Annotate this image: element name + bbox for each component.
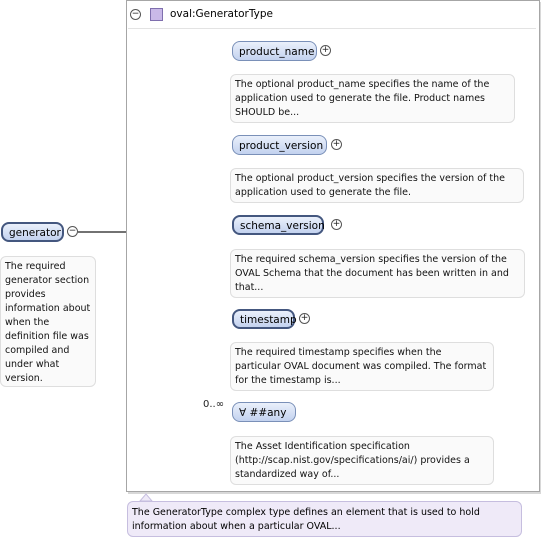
element-label: schema_version: [240, 220, 325, 232]
minus-circle-icon[interactable]: −: [131, 9, 140, 19]
element-note: The required timestamp specifies when the particular OVAL document was compiled. The format for the timestamp is...: [230, 342, 494, 391]
plus-circle-icon[interactable]: +: [332, 219, 341, 229]
element-label: product_version: [239, 140, 324, 152]
element-note: The Asset Identification specification (http://scap.nist.gov/specifications/ai/) provides a standardized way of...: [230, 436, 494, 485]
plus-circle-icon[interactable]: +: [321, 45, 330, 55]
plus-circle-icon[interactable]: +: [332, 139, 341, 149]
element-label: timestamp: [240, 314, 297, 326]
minus-circle-icon[interactable]: −: [68, 226, 77, 236]
element-note: The optional product_version specifies the version of the application used to generate the file.: [230, 168, 524, 203]
complex-type-title: oval:GeneratorType: [170, 8, 273, 20]
root-element-note: The required generator section provides information about when the definition file was compiled and under what version.: [0, 256, 96, 387]
complex-type-note: The GeneratorType complex type defines an element that is used to hold information about when a particular OVAL...: [127, 501, 522, 537]
element-note: The optional product_name specifies the name of the application used to generate the file. Product names SHOULD be...: [230, 74, 515, 123]
plus-circle-icon[interactable]: +: [300, 313, 309, 323]
occurrence-label: 0..∞: [203, 399, 225, 410]
element-label: ##any: [249, 407, 287, 419]
element-label: product_name: [239, 46, 315, 58]
any-icon: ∀: [239, 407, 247, 419]
element-note: The required schema_version specifies the version of the OVAL Schema that the document has been written in and that...: [230, 249, 525, 298]
root-element-label: generator: [9, 227, 61, 239]
